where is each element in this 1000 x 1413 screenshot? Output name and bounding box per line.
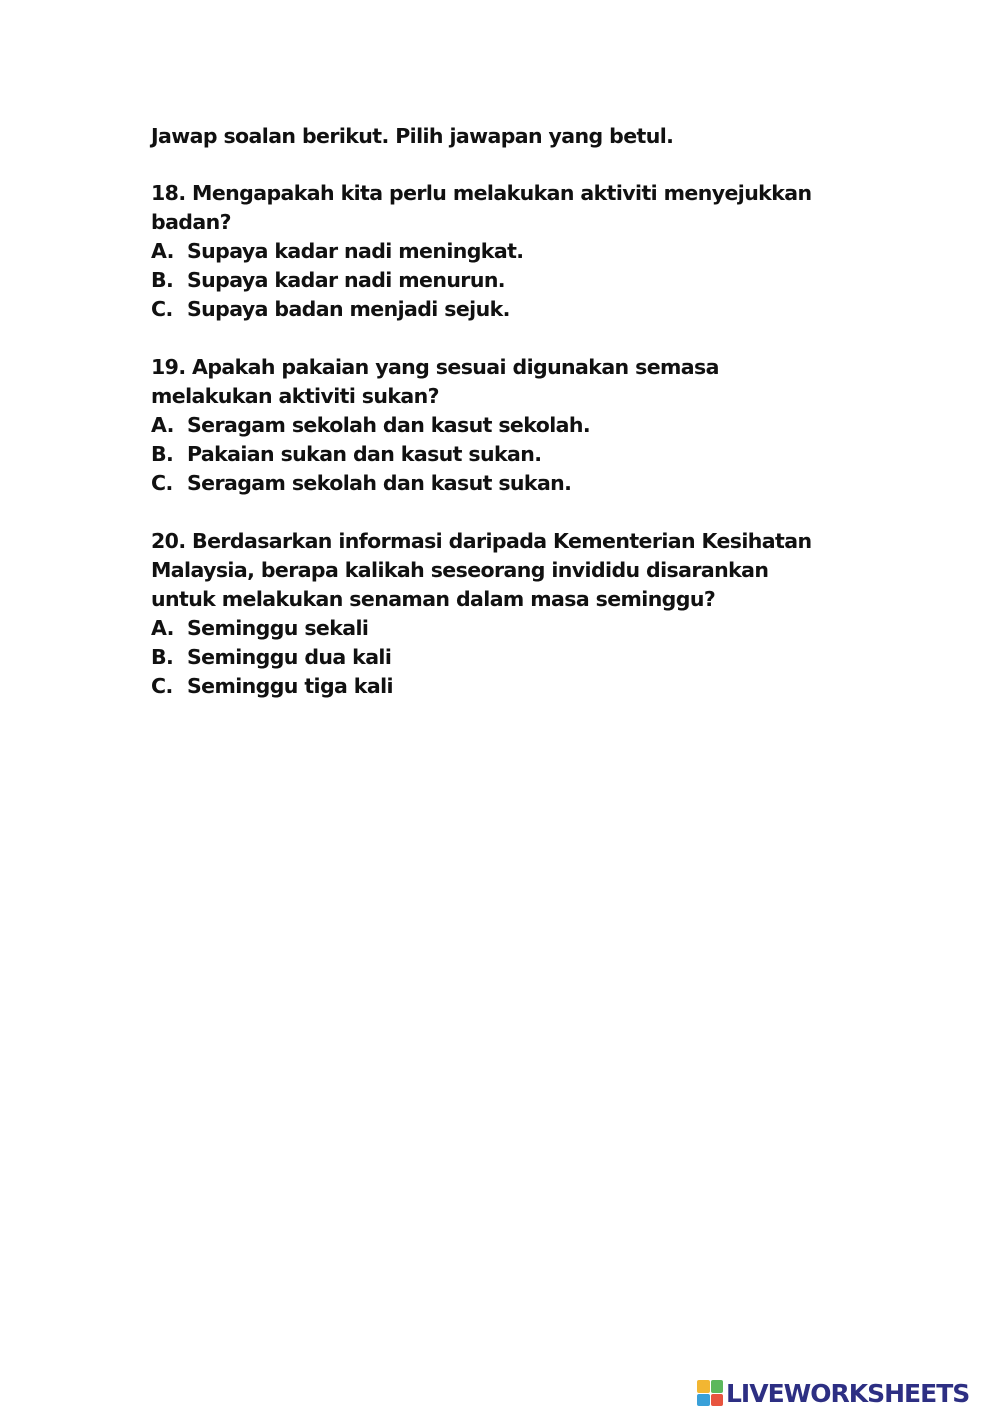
instruction-text: Jawap soalan berikut. Pilih jawapan yang betul.: [151, 124, 674, 148]
option-a[interactable]: [151, 237, 851, 266]
option-b[interactable]: [151, 266, 851, 295]
option-a[interactable]: [151, 411, 851, 440]
option-list: [151, 237, 851, 324]
option-b[interactable]: [151, 440, 851, 469]
question-18: [151, 179, 851, 324]
option-text: Supaya badan menjadi sejuk.: [187, 297, 510, 321]
option-text: Seminggu tiga kali: [187, 674, 393, 698]
option-text: Seminggu sekali: [187, 616, 369, 640]
option-text: Supaya kadar nadi menurun.: [187, 268, 505, 292]
worksheet: [151, 122, 851, 730]
option-list: [151, 614, 851, 701]
option-text: Seragam sekolah dan kasut sukan.: [187, 471, 572, 495]
logo-text: LIVEWORKSHEETS: [726, 1378, 970, 1408]
option-list: [151, 411, 851, 498]
question-19: [151, 353, 851, 498]
option-letter: C.: [151, 674, 173, 698]
option-letter: A.: [151, 413, 174, 437]
liveworksheets-logo: [697, 1378, 969, 1408]
question-text-line: Malaysia, berapa kalikah seseorang invididu disarankan: [151, 558, 769, 582]
logo-square-icon: [697, 1380, 710, 1393]
question-text-line: untuk melakukan senaman dalam masa seminggu?: [151, 587, 716, 611]
option-text: Pakaian sukan dan kasut sukan.: [187, 442, 542, 466]
question-text-line: 19. Apakah pakaian yang sesuai digunakan semasa: [151, 355, 719, 379]
option-letter: B.: [151, 645, 174, 669]
logo-square-icon: [711, 1380, 724, 1393]
option-letter: C.: [151, 471, 173, 495]
option-c[interactable]: [151, 672, 851, 701]
option-c[interactable]: [151, 469, 851, 498]
option-text: Supaya kadar nadi meningkat.: [187, 239, 524, 263]
logo-mark-icon: [697, 1380, 723, 1406]
question-text: [151, 353, 851, 411]
option-text: Seminggu dua kali: [187, 645, 392, 669]
question-20: [151, 527, 851, 701]
logo-square-icon: [697, 1394, 710, 1407]
question-text: [151, 179, 851, 237]
logo-square-icon: [711, 1394, 724, 1407]
question-text-line: melakukan aktiviti sukan?: [151, 384, 439, 408]
option-letter: A.: [151, 239, 174, 263]
question-text-line: 18. Mengapakah kita perlu melakukan aktiviti menyejukkan: [151, 181, 812, 205]
option-letter: C.: [151, 297, 173, 321]
option-letter: B.: [151, 268, 174, 292]
option-letter: B.: [151, 442, 174, 466]
option-c[interactable]: [151, 295, 851, 324]
question-text-line: badan?: [151, 210, 231, 234]
question-text: [151, 527, 851, 614]
question-text-line: 20. Berdasarkan informasi daripada Kementerian Kesihatan: [151, 529, 812, 553]
option-a[interactable]: [151, 614, 851, 643]
option-letter: A.: [151, 616, 174, 640]
option-text: Seragam sekolah dan kasut sekolah.: [187, 413, 591, 437]
option-b[interactable]: [151, 643, 851, 672]
